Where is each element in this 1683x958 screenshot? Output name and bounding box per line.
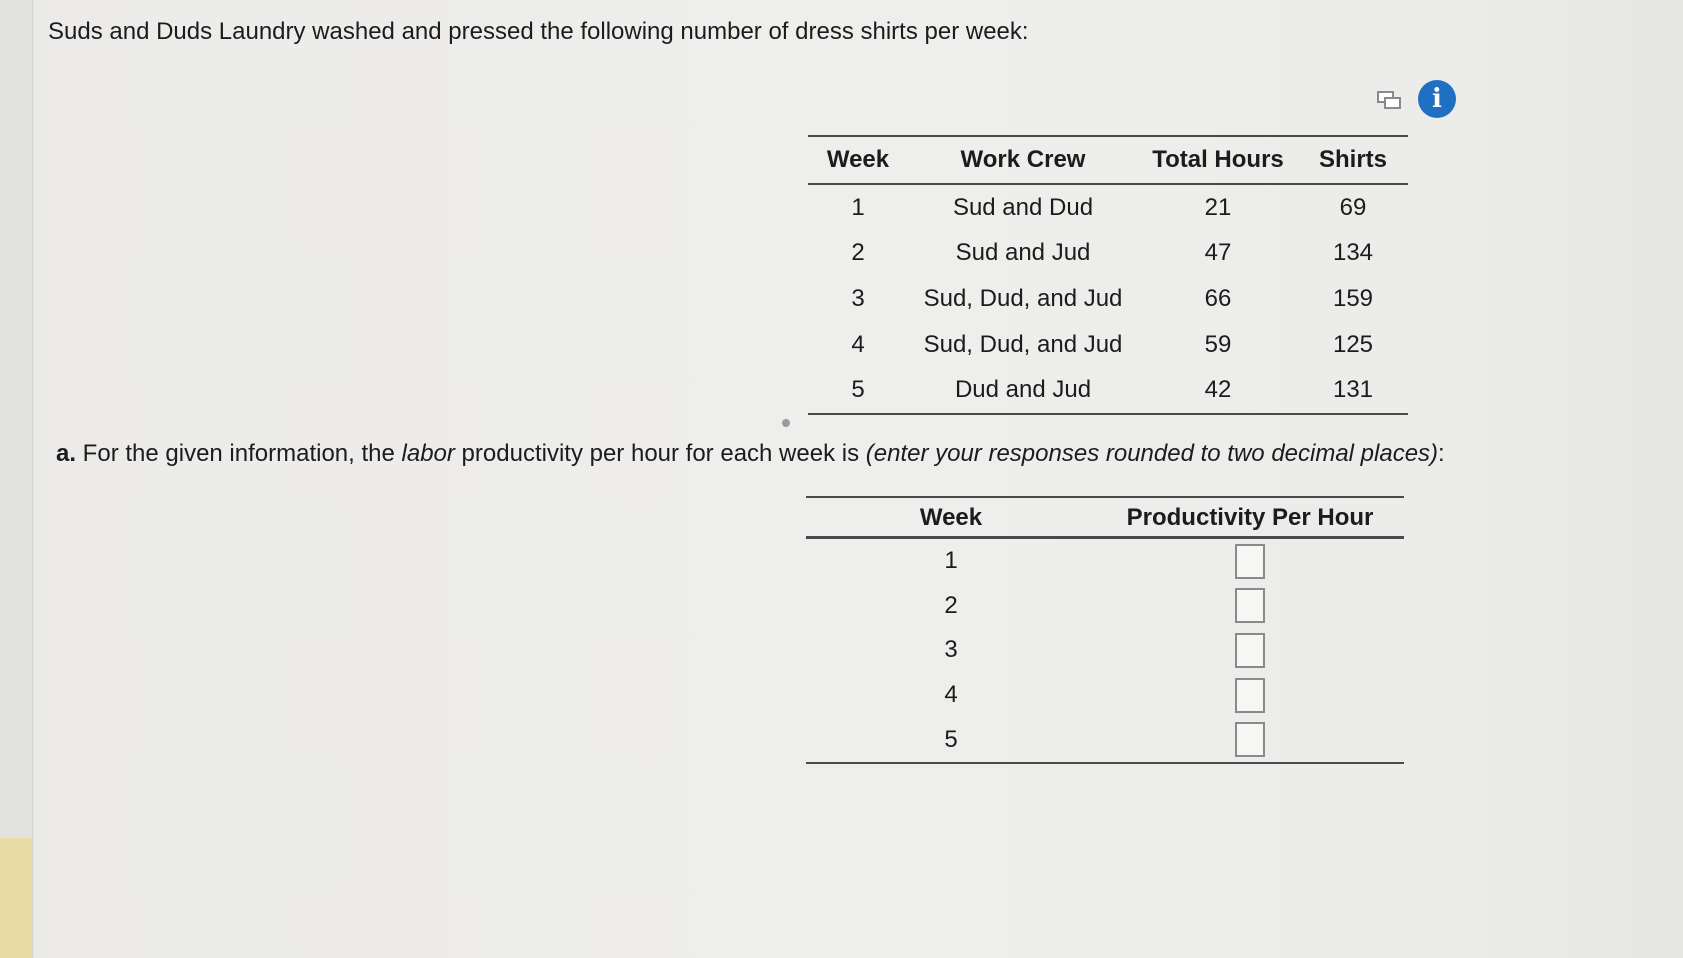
- laundry-data-table: [808, 135, 1408, 415]
- cell-total-hours: 66: [1204, 284, 1232, 312]
- cell-work-crew: Sud, Dud, and Jud: [923, 330, 1123, 358]
- cell-productivity: [1096, 673, 1404, 718]
- header-shirts: Shirts: [1298, 136, 1408, 184]
- cell-week: 2: [944, 591, 958, 619]
- cell-work-crew: Dud and Jud: [954, 376, 1092, 404]
- cell-total-hours: 47: [1204, 239, 1232, 267]
- table-row: [808, 184, 1408, 231]
- cell-total-hours: 42: [1204, 376, 1232, 404]
- header-week: Week: [806, 497, 1096, 538]
- cell-week: 4: [944, 681, 958, 709]
- table-row: [808, 276, 1408, 322]
- table-row: [806, 628, 1404, 673]
- question-italic-labor: labor: [401, 440, 455, 467]
- cell-week: 3: [944, 636, 958, 664]
- info-icon[interactable]: i: [1418, 80, 1456, 118]
- productivity-input-week-2[interactable]: [1235, 588, 1265, 623]
- cell-shirts: 159: [1332, 284, 1374, 312]
- header-work-crew: Work Crew: [908, 136, 1138, 184]
- productivity-input-week-5[interactable]: [1235, 722, 1265, 757]
- cell-week: 5: [944, 725, 958, 753]
- cell-productivity: [1096, 538, 1404, 584]
- cell-productivity: [1096, 584, 1404, 629]
- cell-total-hours: 21: [1204, 193, 1232, 221]
- answer-table-header-row: [806, 497, 1404, 538]
- question-a: [56, 440, 1445, 468]
- data-table-header-row: [808, 136, 1408, 184]
- cell-work-crew: Sud, Dud, and Jud: [923, 284, 1123, 312]
- table-row: [808, 231, 1408, 277]
- table-tools: [1370, 80, 1460, 120]
- productivity-input-week-3[interactable]: [1235, 633, 1265, 668]
- table-row: [806, 538, 1404, 584]
- cell-total-hours: 59: [1204, 330, 1232, 358]
- cell-week: 1: [851, 193, 865, 221]
- productivity-answer-table: [806, 496, 1404, 764]
- cell-work-crew: Sud and Dud: [952, 193, 1094, 221]
- question-text: For the given information, the: [76, 440, 402, 467]
- table-row: [808, 322, 1408, 368]
- question-colon: :: [1438, 440, 1445, 467]
- cell-shirts: 134: [1332, 239, 1374, 267]
- question-instructions: (enter your responses rounded to two decimal places): [865, 440, 1439, 467]
- question-letter: a.: [56, 440, 77, 467]
- cell-week: 1: [944, 547, 958, 575]
- cell-week: 5: [851, 376, 865, 404]
- header-productivity-per-hour: Productivity Per Hour: [1096, 497, 1404, 538]
- cell-work-crew: Sud and Jud: [955, 239, 1091, 267]
- header-total-hours: Total Hours: [1138, 136, 1298, 184]
- copy-icon[interactable]: [1376, 90, 1402, 110]
- cell-week: 3: [851, 284, 865, 312]
- cell-productivity: [1096, 628, 1404, 673]
- table-row: [806, 584, 1404, 629]
- left-side-tab: [0, 838, 32, 958]
- table-row: [806, 717, 1404, 763]
- cell-shirts: 69: [1339, 193, 1367, 221]
- header-week: Week: [808, 136, 908, 184]
- productivity-input-week-4[interactable]: [1235, 678, 1265, 713]
- cell-week: 4: [851, 330, 865, 358]
- problem-intro: Suds and Duds Laundry washed and pressed the following number of dress shirts per week:: [48, 18, 1029, 45]
- cell-productivity: [1096, 717, 1404, 763]
- bullet-dot: [782, 419, 790, 427]
- table-row: [808, 367, 1408, 414]
- left-margin-strip: [0, 0, 33, 958]
- question-text: productivity per hour for each week is: [454, 440, 866, 467]
- cell-shirts: 131: [1332, 376, 1374, 404]
- table-row: [806, 673, 1404, 718]
- cell-week: 2: [851, 239, 865, 267]
- productivity-input-week-1[interactable]: [1235, 544, 1265, 579]
- cell-shirts: 125: [1332, 330, 1374, 358]
